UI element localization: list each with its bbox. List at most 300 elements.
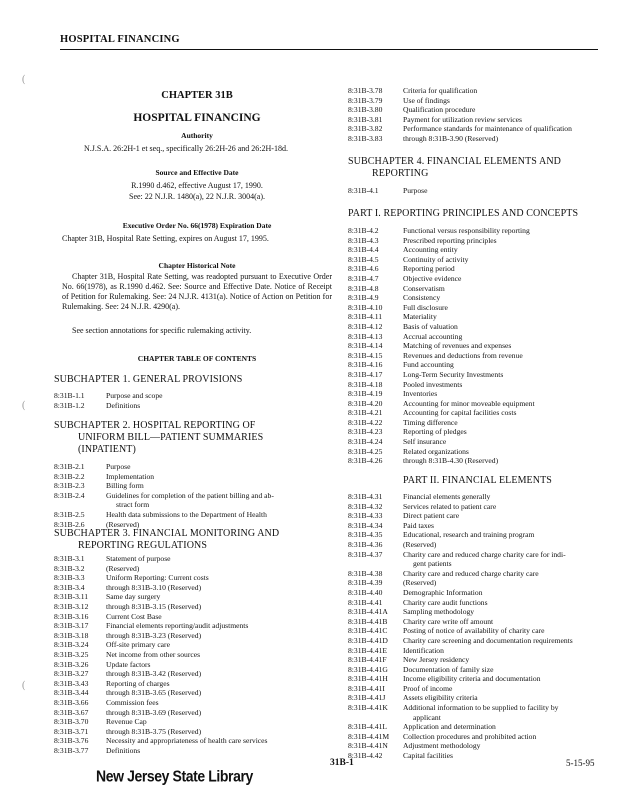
- toc-entry: [54, 391, 332, 401]
- toc-entry: [348, 674, 606, 684]
- section-number: 8:31B-3.26: [54, 659, 89, 669]
- section-title: Accrual accounting: [403, 331, 463, 341]
- toc-entry: [54, 510, 332, 520]
- section-title: Use of findings: [403, 95, 450, 105]
- section-title: Accounting for minor moveable equipment: [403, 398, 535, 408]
- toc-entry: [348, 186, 606, 196]
- library-stamp: New Jersey State Library: [96, 767, 253, 785]
- toc-entry: [54, 698, 332, 708]
- toc-entry: [348, 399, 606, 409]
- toc-entry: [348, 115, 606, 125]
- section-number: 8:31B-4.19: [348, 389, 383, 399]
- section-title: through 8:31B-3.75 (Reserved): [106, 726, 202, 736]
- subchapter-2-list: [54, 462, 332, 529]
- section-title: Qualification procedure: [403, 105, 476, 115]
- section-number: 8:31B-4.41M: [348, 731, 390, 741]
- toc-entry: [348, 408, 606, 418]
- section-title: Documentation of family size: [403, 664, 494, 674]
- section-title: Application and determination: [403, 722, 496, 732]
- binding-hole-mark: (: [22, 680, 26, 691]
- section-number: 8:31B-4.41I: [348, 683, 385, 693]
- toc-entry: [348, 437, 606, 447]
- section-title: Criteria for qualification: [403, 86, 478, 95]
- toc-entry: [348, 322, 606, 332]
- section-number: 8:31B-4.31: [348, 492, 383, 501]
- toc-entry: [348, 255, 606, 265]
- section-number: 8:31B-4.41L: [348, 722, 388, 732]
- subchapter-2-line-2: UNIFORM BILL—PATIENT SUMMARIES: [78, 432, 264, 443]
- page-date: 5-15-95: [566, 758, 595, 768]
- section-number: 8:31B-3.82: [348, 124, 383, 134]
- subchapter-4-line-2: REPORTING: [372, 168, 429, 179]
- section-number: 8:31B-3.78: [348, 86, 383, 95]
- section-title: Accounting entity: [403, 245, 458, 255]
- section-title: Same day surgery: [106, 592, 161, 602]
- section-title: Definitions: [106, 400, 141, 410]
- section-title: through 8:31B-4.30 (Reserved): [403, 456, 499, 466]
- subchapter-3-line-2: REPORTING REGULATIONS: [78, 540, 207, 551]
- section-title: Full disclosure: [403, 302, 448, 312]
- section-number: 8:31B-4.35: [348, 530, 383, 540]
- toc-entry: [54, 708, 332, 718]
- section-number: 8:31B-4.36: [348, 539, 383, 549]
- toc-entry: [348, 312, 606, 322]
- toc-entry: [348, 274, 606, 284]
- section-title: Assets eligibility criteria: [403, 693, 478, 703]
- section-title: Definitions: [106, 745, 141, 755]
- toc-entry: [348, 418, 606, 428]
- toc-entry: [348, 511, 606, 521]
- toc-entry: [348, 351, 606, 361]
- section-title: through 8:31B-3.23 (Reserved): [106, 630, 202, 640]
- section-title: Guidelines for completion of the patient billing and ab-: [106, 490, 274, 500]
- toc-entry: [348, 303, 606, 313]
- section-number: 8:31B-4.40: [348, 587, 383, 597]
- section-number: 8:31B-4.41N: [348, 741, 388, 751]
- section-title: through 8:31B-3.42 (Reserved): [106, 669, 202, 679]
- section-number: 8:31B-1.1: [54, 391, 85, 400]
- section-number: 8:31B-4.5: [348, 254, 379, 264]
- toc-entry: [348, 226, 606, 236]
- toc-entry: [348, 264, 606, 274]
- section-title: Charity care write off amount: [403, 616, 494, 626]
- section-title: Continuity of activity: [403, 254, 469, 264]
- toc-entry: [348, 502, 606, 512]
- toc-entry: [348, 703, 606, 713]
- section-number: 8:31B-3.83: [348, 133, 383, 143]
- section-number: 8:31B-3.24: [54, 640, 89, 650]
- section-title: Billing form: [106, 481, 144, 491]
- toc-entry: [54, 481, 332, 491]
- section-number: 8:31B-4.33: [348, 511, 383, 521]
- toc-entry: [348, 284, 606, 294]
- section-number: 8:31B-3.67: [54, 707, 89, 717]
- section-title: Long-Term Security Investments: [403, 369, 504, 379]
- toc-entry: [348, 540, 606, 550]
- section-title: Collection procedures and prohibited action: [403, 731, 537, 741]
- section-title: Inventories: [403, 389, 438, 399]
- toc-entry: [348, 684, 606, 694]
- section-title: New Jersey residency: [403, 655, 470, 665]
- toc-entry: [348, 293, 606, 303]
- section-number: 8:31B-4.41E: [348, 645, 388, 655]
- page-number: 31B-1: [330, 758, 354, 768]
- section-number: 8:31B-3.16: [54, 611, 89, 621]
- toc-entry: [348, 360, 606, 370]
- section-number: 8:31B-4.8: [348, 283, 379, 293]
- section-number: 8:31B-4.13: [348, 331, 383, 341]
- authority-heading: Authority: [181, 131, 213, 140]
- source-heading: Source and Effective Date: [155, 168, 239, 177]
- section-number: 8:31B-4.41J: [348, 693, 386, 703]
- section-number: 8:31B-4.3: [348, 235, 379, 245]
- toc-entry: [54, 717, 332, 727]
- section-title: through 8:31B-3.65 (Reserved): [106, 688, 202, 698]
- section-title: through 8:31B-3.90 (Reserved): [403, 133, 499, 143]
- section-number: 8:31B-3.25: [54, 649, 89, 659]
- toc-entry: [348, 713, 606, 723]
- section-title: (Reserved): [106, 563, 140, 573]
- subchapter-3-list: [54, 554, 332, 755]
- section-number: 8:31B-4.18: [348, 379, 383, 389]
- section-title: Adjustment methodology: [403, 741, 481, 751]
- toc-entry: [54, 736, 332, 746]
- section-title: stract form: [116, 500, 150, 510]
- subchapter-4-heading: [348, 156, 561, 180]
- section-title: Purpose: [106, 462, 131, 471]
- section-number: 8:31B-1.2: [54, 400, 85, 410]
- chapter-number: CHAPTER 31B: [161, 90, 233, 101]
- section-number: 8:31B-4.9: [348, 293, 379, 303]
- section-title: Basis of valuation: [403, 321, 458, 331]
- section-number: 8:31B-3.79: [348, 95, 383, 105]
- toc-entry: [348, 447, 606, 457]
- section-title: Charity care screening and documentation requirements: [403, 635, 573, 645]
- section-number: 8:31B-4.20: [348, 398, 383, 408]
- section-title: Functional versus responsibility reporting: [403, 226, 530, 235]
- toc-entry: [54, 669, 332, 679]
- section-number: 8:31B-4.14: [348, 341, 383, 351]
- toc-entry: [348, 607, 606, 617]
- toc-entry: [348, 245, 606, 255]
- toc-entry: [348, 578, 606, 588]
- section-number: 8:31B-4.42: [348, 751, 383, 761]
- section-title: Net income from other sources: [106, 649, 201, 659]
- section-number: 8:31B-3.43: [54, 678, 89, 688]
- section-title: Payment for utilization review services: [403, 114, 522, 124]
- binding-hole-mark: (: [22, 400, 26, 411]
- section-number: 8:31B-4.23: [348, 427, 383, 437]
- section-title: Purpose and scope: [106, 391, 163, 400]
- toc-entry: [348, 341, 606, 351]
- section-title: Direct patient care: [403, 511, 460, 521]
- toc-entry: [348, 550, 606, 560]
- section-number: 8:31B-4.39: [348, 578, 383, 588]
- toc-entry: [348, 598, 606, 608]
- toc-entry: [348, 134, 606, 144]
- section-title: Reporting of charges: [106, 678, 170, 688]
- section-number: 8:31B-4.17: [348, 369, 383, 379]
- section-title: (Reserved): [106, 519, 140, 529]
- part-1-heading: PART I. REPORTING PRINCIPLES AND CONCEPTS: [348, 208, 579, 219]
- left-column: [54, 0, 332, 760]
- section-title: Additional information to be supplied to facility by: [403, 703, 559, 713]
- section-number: 8:31B-4.25: [348, 446, 383, 456]
- toc-entry: [54, 679, 332, 689]
- toc-entry: [54, 472, 332, 482]
- section-number: 8:31B-4.41C: [348, 626, 388, 636]
- section-title: Sampling methodology: [403, 607, 475, 617]
- section-title: Self insurance: [403, 437, 447, 447]
- part-2-list: [348, 492, 606, 761]
- section-title: Reporting of pledges: [403, 427, 467, 437]
- section-title: gent patients: [413, 559, 452, 569]
- section-number: 8:31B-3.76: [54, 736, 89, 746]
- section-number: 8:31B-4.16: [348, 360, 383, 370]
- toc-entry: [348, 559, 606, 569]
- section-number: 8:31B-4.6: [348, 264, 379, 274]
- section-number: 8:31B-3.18: [54, 630, 89, 640]
- toc-entry: [54, 583, 332, 593]
- section-title: Related organizations: [403, 446, 469, 456]
- section-title: Financial elements reporting/audit adjustments: [106, 621, 249, 631]
- section-number: 8:31B-4.15: [348, 350, 383, 360]
- subchapter-1-heading: SUBCHAPTER 1. GENERAL PROVISIONS: [54, 374, 243, 385]
- section-title: Revenues and deductions from revenue: [403, 350, 523, 360]
- right-column: [348, 0, 603, 760]
- section-title: Implementation: [106, 471, 155, 481]
- section-number: 8:31B-4.41F: [348, 655, 387, 665]
- toc-entry: [348, 492, 606, 502]
- section-title: Objective evidence: [403, 273, 462, 283]
- part-2-heading: PART II. FINANCIAL ELEMENTS: [403, 475, 552, 486]
- section-title: through 8:31B-3.69 (Reserved): [106, 707, 202, 717]
- toc-entry: [54, 573, 332, 583]
- section-title: Performance standards for maintenance of qualification: [403, 124, 572, 134]
- section-number: 8:31B-4.41B: [348, 616, 388, 626]
- toc-entry: [54, 746, 332, 756]
- section-title: applicant: [413, 712, 441, 722]
- section-title: Proof of income: [403, 683, 453, 693]
- toc-entry: [54, 401, 332, 411]
- toc-heading: CHAPTER TABLE OF CONTENTS: [137, 354, 257, 363]
- section-number: 8:31B-3.1: [54, 554, 85, 563]
- section-number: 8:31B-2.6: [54, 519, 85, 529]
- section-number: 8:31B-4.37: [348, 549, 383, 559]
- section-number: 8:31B-4.22: [348, 417, 383, 427]
- section-number: 8:31B-4.41K: [348, 703, 388, 713]
- section-number: 8:31B-3.17: [54, 621, 89, 631]
- section-title: (Reserved): [403, 539, 437, 549]
- section-title: Timing difference: [403, 417, 458, 427]
- toc-entry: [348, 86, 606, 96]
- toc-entry: [348, 124, 606, 134]
- subchapter-2-heading: [54, 420, 263, 456]
- chapter-title: HOSPITAL FINANCING: [133, 112, 261, 124]
- subchapter-4-line-1: SUBCHAPTER 4. FINANCIAL ELEMENTS AND: [348, 156, 561, 167]
- toc-entry: [54, 640, 332, 650]
- section-number: 8:31B-4.41D: [348, 635, 388, 645]
- section-title: Conservatism: [403, 283, 445, 293]
- toc-entry: [54, 491, 332, 501]
- toc-entry: [54, 688, 332, 698]
- section-number: 8:31B-4.41: [348, 597, 383, 607]
- section-title: Demographic Information: [403, 587, 483, 597]
- section-title: Posting of notice of availability of charity care: [403, 626, 545, 636]
- section-number: 8:31B-4.34: [348, 520, 383, 530]
- section-title: Services related to patient care: [403, 501, 497, 511]
- toc-entry: [348, 370, 606, 380]
- section-number: 8:31B-4.2: [348, 226, 379, 235]
- toc-entry: [54, 631, 332, 641]
- section-number: 8:31B-3.4: [54, 582, 85, 592]
- section-title: Paid taxes: [403, 520, 435, 530]
- part-1-list: [348, 226, 606, 466]
- section-number: 8:31B-4.12: [348, 321, 383, 331]
- toc-entry: [54, 612, 332, 622]
- section-title: Pooled investments: [403, 379, 463, 389]
- section-number: 8:31B-2.4: [54, 490, 85, 500]
- section-number: 8:31B-4.10: [348, 302, 383, 312]
- section-title: Matching of revenues and expenses: [403, 341, 512, 351]
- toc-entry: [348, 588, 606, 598]
- section-title: Health data submissions to the Department of Health: [106, 509, 267, 519]
- section-title: Current Cost Base: [106, 611, 162, 621]
- authority-text: N.J.S.A. 26:2H-1 et seq., specifically 26:2H-26 and 26:2H-18d.: [84, 144, 288, 153]
- section-title: Uniform Reporting: Current costs: [106, 573, 209, 583]
- section-number: [348, 713, 403, 723]
- section-title: Educational, research and training program: [403, 530, 535, 540]
- section-title: Financial elements generally: [403, 492, 491, 501]
- toc-entry: [54, 727, 332, 737]
- see-note: See section annotations for specific rulemaking activity.: [72, 326, 252, 335]
- section-number: 8:31B-4.4: [348, 245, 379, 255]
- section-number: 8:31B-3.12: [54, 601, 89, 611]
- section-title: Revenue Cap: [106, 717, 147, 727]
- subchapter-1-list: [54, 391, 332, 410]
- subchapter-4-list: [348, 186, 606, 196]
- toc-entry: [348, 741, 606, 751]
- section-number: 8:31B-3.80: [348, 105, 383, 115]
- toc-entry: [54, 462, 332, 472]
- section-title: Necessity and appropriateness of health care services: [106, 736, 268, 746]
- toc-entry: [348, 665, 606, 675]
- section-title: Consistency: [403, 293, 441, 303]
- section-title: (Reserved): [403, 578, 437, 588]
- section-number: 8:31B-4.41A: [348, 607, 388, 617]
- toc-entry: [348, 427, 606, 437]
- toc-entry: [348, 732, 606, 742]
- section-title: Charity care and reduced charge charity care: [403, 568, 539, 578]
- toc-entry: [348, 521, 606, 531]
- toc-entry: [348, 105, 606, 115]
- section-title: Accounting for capital facilities costs: [403, 408, 517, 418]
- section-number: 8:31B-3.27: [54, 669, 89, 679]
- section-number: 8:31B-2.1: [54, 462, 85, 471]
- section-number: 8:31B-3.44: [54, 688, 89, 698]
- subchapter-2-line-3: (INPATIENT): [78, 444, 136, 455]
- eo-heading: Executive Order No. 66(1978) Expiration Date: [122, 221, 272, 230]
- section-title: Prescribed reporting principles: [403, 235, 497, 245]
- section-number: 8:31B-3.11: [54, 592, 89, 602]
- section-number: 8:31B-3.77: [54, 745, 89, 755]
- toc-entry: [348, 389, 606, 399]
- binding-hole-mark: (: [22, 74, 26, 85]
- section-number: 8:31B-3.2: [54, 563, 85, 573]
- section-number: 8:31B-4.7: [348, 273, 379, 283]
- toc-entry: [54, 602, 332, 612]
- section-title: through 8:31B-3.10 (Reserved): [106, 582, 202, 592]
- section-number: 8:31B-2.3: [54, 481, 85, 491]
- section-title: Capital facilities: [403, 751, 453, 761]
- section-title: Charity care audit functions: [403, 597, 488, 607]
- subchapter-2-line-1: SUBCHAPTER 2. HOSPITAL REPORTING OF: [54, 420, 256, 431]
- subchapter-3-heading: [54, 528, 279, 552]
- toc-entry: [348, 655, 606, 665]
- source-line-1: R.1990 d.462, effective August 17, 1990.: [131, 181, 263, 190]
- section-number: 8:31B-2.5: [54, 509, 85, 519]
- toc-entry: [54, 554, 332, 564]
- toc-entry: [54, 592, 332, 602]
- section-number: 8:31B-3.70: [54, 717, 89, 727]
- toc-entry: [348, 569, 606, 579]
- section-number: 8:31B-4.41H: [348, 674, 388, 684]
- toc-entry: [348, 236, 606, 246]
- section-number: 8:31B-4.21: [348, 408, 383, 418]
- section-title: Income eligibility criteria and documentation: [403, 674, 541, 684]
- toc-entry: [348, 617, 606, 627]
- section-number: 8:31B-4.11: [348, 312, 383, 322]
- section-number: 8:31B-4.38: [348, 568, 383, 578]
- toc-entry: [348, 646, 606, 656]
- section-title: Statement of purpose: [106, 554, 171, 563]
- section-title: through 8:31B-3.15 (Reserved): [106, 601, 202, 611]
- history-text: Chapter 31B, Hospital Rate Setting, was readopted pursuant to Executive Order No. 66(1978), as R.1990 d.462. See: Source and Effective Date. Notice of Receipt of Petition for Rulemaking. See: 24 N.J.R. 4131(a). Notice of Action on Petition for Rulemaking. See: 24 N.J.R. 4290(a).: [62, 272, 332, 311]
- toc-entry: [54, 564, 332, 574]
- subchapter-3-line-1: SUBCHAPTER 3. FINANCIAL MONITORING AND: [54, 528, 280, 539]
- toc-entry: [348, 693, 606, 703]
- section-title: Commission fees: [106, 697, 159, 707]
- toc-entry: [348, 456, 606, 466]
- section-number: 8:31B-3.81: [348, 114, 383, 124]
- section-title: Charity care and reduced charge charity care for indi-: [403, 549, 566, 559]
- toc-entry: [54, 500, 332, 510]
- section-number: [348, 559, 403, 569]
- section-number: 8:31B-4.32: [348, 501, 383, 511]
- section-number: 8:31B-4.24: [348, 437, 383, 447]
- source-line-2: See: 22 N.J.R. 1480(a), 22 N.J.R. 3004(a).: [129, 192, 265, 201]
- section-number: 8:31B-3.3: [54, 573, 85, 583]
- eo-text: Chapter 31B, Hospital Rate Setting, expires on August 17, 1995.: [62, 234, 269, 243]
- history-heading: Chapter Historical Note: [158, 261, 236, 270]
- section-number: 8:31B-4.1: [348, 186, 379, 195]
- toc-entry: [54, 621, 332, 631]
- running-header: HOSPITAL FINANCING: [60, 34, 180, 45]
- section-title: Purpose: [403, 186, 428, 195]
- toc-entry: [348, 636, 606, 646]
- section-title: Identification: [403, 645, 444, 655]
- section-title: Off-site primary care: [106, 640, 170, 650]
- toc-entry: [54, 650, 332, 660]
- toc-entry: [348, 96, 606, 106]
- section-number: 8:31B-3.71: [54, 726, 89, 736]
- section-title: Update factors: [106, 659, 151, 669]
- section-number: 8:31B-3.66: [54, 697, 89, 707]
- section-title: Reporting period: [403, 264, 455, 274]
- section-number: 8:31B-4.26: [348, 456, 383, 466]
- toc-entry: [348, 722, 606, 732]
- toc-entry: [348, 626, 606, 636]
